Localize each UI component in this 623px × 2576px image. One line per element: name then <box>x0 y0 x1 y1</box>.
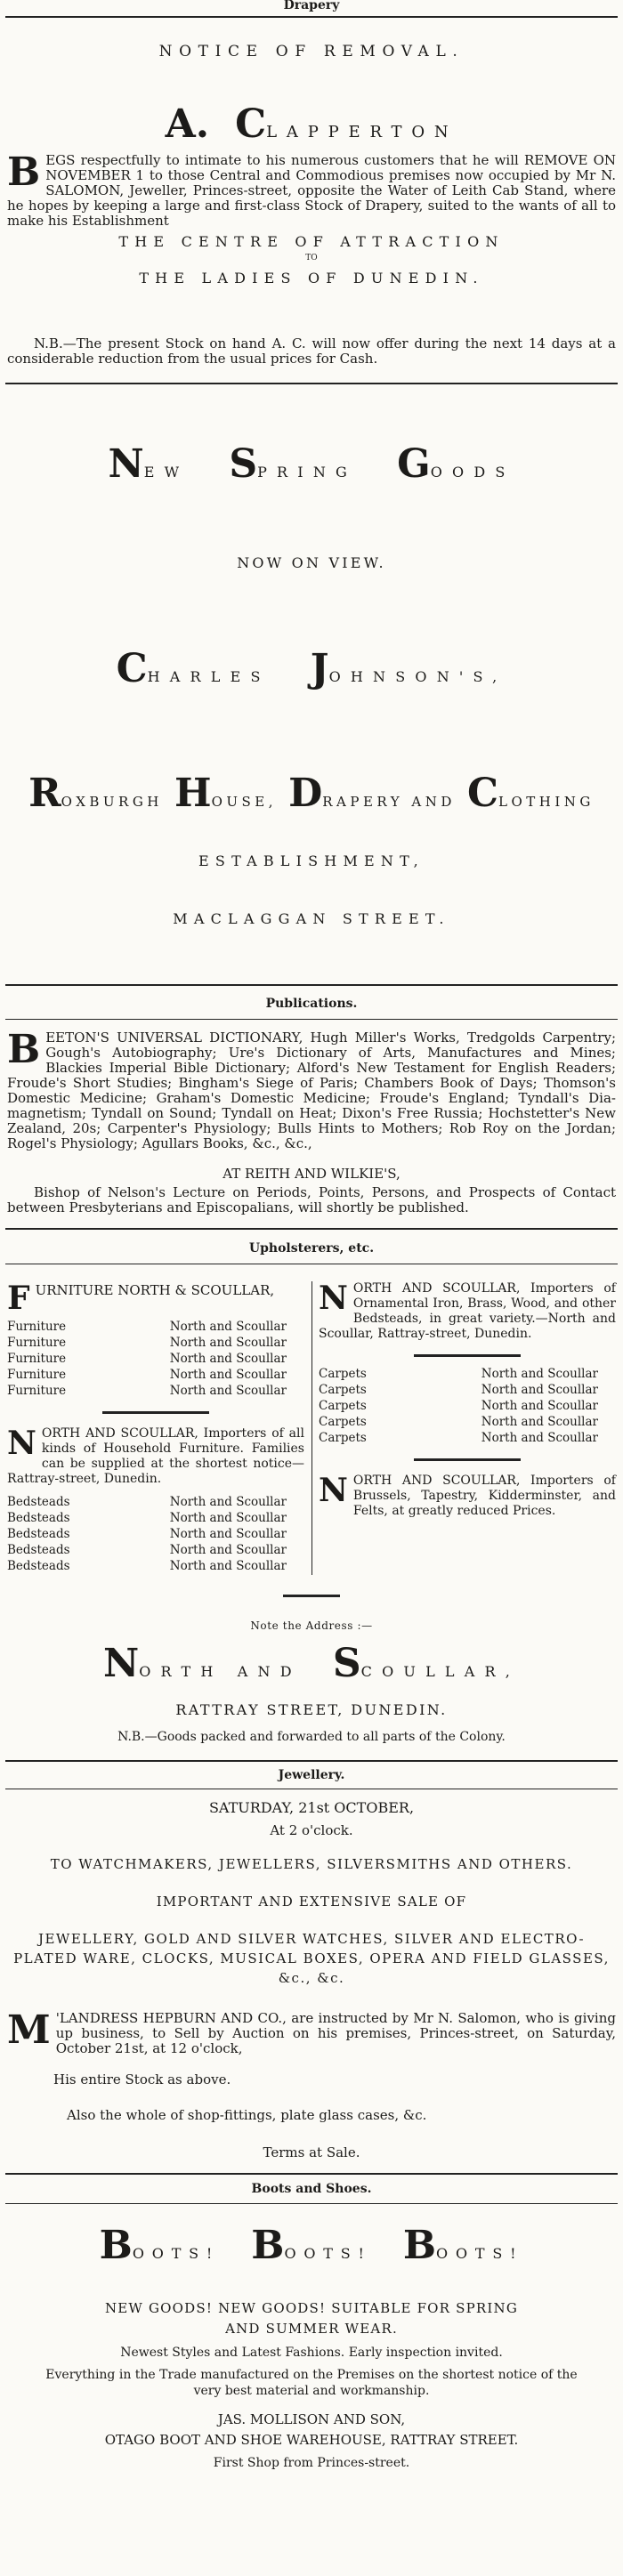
sale-date: SATURDAY, 21st OCTOBER, <box>208 1799 415 1816</box>
g-rest: OODS <box>430 464 515 480</box>
list-item <box>7 1319 304 1335</box>
list-item-seller: North and Scoullar <box>481 1399 598 1413</box>
list-item-seller: North and Scoullar <box>169 1336 287 1350</box>
n-dropcap: N <box>319 1280 348 1317</box>
s-rest: COULLAR, <box>360 1663 521 1680</box>
publications-dropcap: B <box>7 1027 41 1072</box>
s-rest: PRING <box>257 464 358 480</box>
list-item <box>319 1382 616 1398</box>
north-scoullar-address-heading <box>0 1641 623 1686</box>
list-item <box>319 1366 616 1382</box>
publications-section-title: Publications. <box>265 997 358 1011</box>
boots-word: OOTS! <box>132 2245 221 2262</box>
list-item-name: Furniture <box>7 1336 67 1350</box>
n-dropcap: N <box>7 1425 36 1462</box>
name-dropcap: C <box>235 101 267 147</box>
list-item <box>7 1351 304 1367</box>
list-item-seller: North and Scoullar <box>169 1320 287 1334</box>
summer-wear-line: AND SUMMER WEAR. <box>225 2321 398 2337</box>
short-divider <box>283 1595 340 1597</box>
list-item-name: Bedsteads <box>7 1511 70 1525</box>
short-divider <box>414 1354 521 1357</box>
sale-time: At 2 o'clock. <box>270 1822 353 1838</box>
b-dropcap: B <box>251 2223 285 2268</box>
list-item-name: Carpets <box>319 1383 367 1397</box>
list-item <box>7 1526 304 1542</box>
attraction-line: THE CENTRE OF ATTRACTION <box>118 233 505 250</box>
n-dropcap: N <box>102 1641 140 1686</box>
section-divider <box>5 383 618 384</box>
furniture-heading-text: URNITURE NORTH & SCOULLAR, <box>35 1282 275 1298</box>
b-dropcap: B <box>402 2223 437 2268</box>
now-on-view: NOW ON VIEW. <box>237 554 386 571</box>
b-dropcap: B <box>99 2223 133 2268</box>
rattray-street-address: RATTRAY STREET, DUNEDIN. <box>175 1701 448 1718</box>
furniture-list <box>7 1319 304 1399</box>
note-address: Note the Address :— <box>250 1619 373 1632</box>
household-furniture-text: ORTH AND SCOULLAR, Importers of all kinds of Household Furniture. Families can be supplied at the shortest notice—Rattray-street, Dunedin. <box>7 1426 304 1486</box>
name-rest: LAPPERTON <box>266 123 458 141</box>
h-dropcap: H <box>174 771 212 816</box>
body-text: EGS respectfully to intimate to his numerous customers that he will REMOVE ON NOVEMBER 1 to those Central and Commodious premises now occupied by Mr N. SALOMON, Jeweller, Princes-street, opposite the Water of Leith Cab Stand, where he hopes by keeping a large and first-class Stock of Drapery, suited to the wants of all to make his Establishment <box>7 152 616 229</box>
list-item-name: Bedsteads <box>7 1543 70 1557</box>
list-item-seller: North and Scoullar <box>169 1495 287 1509</box>
auction-text: 'LANDRESS HEPBURN AND CO., are instructed by Mr N. Salomon, who is giving up business, to Sell by Auction on his premises, Princes-street, on Saturday, October 21st, at 12 o'clock, <box>55 2010 616 2056</box>
carpets-import-text: ORTH AND SCOULLAR, Importers of Brussels, Tapestry, Kidderminster, and Felts, at greatly reduced Prices. <box>352 1474 616 1518</box>
list-item-name: Bedsteads <box>7 1495 70 1509</box>
list-item-name: Bedsteads <box>7 1527 70 1541</box>
list-item-name: Furniture <box>7 1352 67 1366</box>
to-line: TO <box>305 254 318 262</box>
publications-body <box>7 1027 616 1151</box>
publications-text: EETON'S UNIVERSAL DICTIONARY, Hugh Miller's Works, Tredgolds Carpentry; Gough's Autobiography; Ure's Dictionary of Arts, Manufactures and Mines; Blackies Imperial Bible Dictionary; Alford's New Testament for English Readers; Froude's Short Studies; Bingham's Siege of Paris; Chambers Book of Days; Thomson's Domestic Medicine; Graham's Domestic Medicine; Froude's England; Tyndall's Dia-magnetism; Tyndall on Sound; Tyndall on Heat; Dixon's Free Russia; Hochstetter's New Zealand, 20s; Carpenter's Physiology; Bulls Hints to Mothers; Rob Roy on the Jordan; Rogel's Physiology; Agullars Books, &c., &c., <box>7 1030 616 1151</box>
upholsterers-section-title: Upholsterers, etc. <box>248 1241 375 1256</box>
f-dropcap: F <box>7 1281 30 1313</box>
list-item <box>7 1494 304 1510</box>
list-item <box>7 1542 304 1558</box>
list-item-name: Furniture <box>7 1320 67 1334</box>
section-divider <box>5 2173 618 2175</box>
list-item-seller: North and Scoullar <box>169 1527 287 1541</box>
list-item <box>7 1335 304 1351</box>
list-item <box>319 1398 616 1414</box>
upholsterers-nb: N.B.—Goods packed and forwarded to all parts of the Colony. <box>117 1730 506 1744</box>
terms-at-sale: Terms at Sale. <box>263 2144 360 2160</box>
reith-wilkie: AT REITH AND WILKIE'S, <box>222 1166 400 1182</box>
sale-items: JEWELLERY, GOLD AND SILVER WATCHES, SILVER AND ELECTRO-PLATED WARE, CLOCKS, MUSICAL BOXES, OPERA AND FIELD GLASSES, &c., &c. <box>13 1931 610 1986</box>
c-rest: HARLES <box>147 668 271 685</box>
boots-word: OOTS! <box>436 2245 524 2262</box>
drapery-nb: N.B.—The present Stock on hand A. C. will now offer during the next 14 days at a considerable reduction from the usual prices for Cash. <box>7 335 616 367</box>
bishop-lecture: Bishop of Nelson's Lecture on Periods, Points, Persons, and Prospects of Contact between Presbyterians and Episcopalians, will shortly be published. <box>7 1184 616 1215</box>
list-item <box>7 1367 304 1383</box>
furniture-heading <box>7 1281 304 1313</box>
list-item-name: Carpets <box>319 1431 367 1445</box>
list-item-seller: North and Scoullar <box>481 1431 598 1445</box>
list-item-seller: North and Scoullar <box>481 1383 598 1397</box>
boots-section-title: Boots and Shoes. <box>251 2182 372 2196</box>
list-item-name: Furniture <box>7 1384 67 1398</box>
d-dropcap: D <box>288 771 323 816</box>
jewellery-section-title: Jewellery. <box>278 1768 345 1782</box>
sale-heading: IMPORTANT AND EXTENSIVE SALE OF <box>156 1894 467 1910</box>
s-dropcap: S <box>229 441 258 487</box>
list-item-seller: North and Scoullar <box>169 1384 287 1398</box>
shop-fittings: Also the whole of shop-fittings, plate glass cases, &c. <box>67 2107 427 2123</box>
section-divider <box>5 1019 618 1020</box>
list-item-seller: North and Scoullar <box>169 1352 287 1366</box>
trade-line: Everything in the Trade manufactured on the Premises on the shortest notice of the very best material and workmanship. <box>45 2368 578 2398</box>
boots-word: OOTS! <box>284 2245 372 2262</box>
d-rest: RAPERY AND <box>322 794 456 810</box>
list-item-name: Furniture <box>7 1368 67 1382</box>
new-goods-line: NEW GOODS! NEW GOODS! SUITABLE FOR SPRING <box>104 2300 519 2316</box>
first-shop: First Shop from Princes-street. <box>213 2456 410 2470</box>
removal-notice-body <box>7 149 616 229</box>
section-divider <box>5 1760 618 1762</box>
roxburgh-house-heading <box>0 771 623 816</box>
list-item-name: Bedsteads <box>7 1559 70 1573</box>
charles-johnsons-heading <box>0 646 623 691</box>
list-item-seller: North and Scoullar <box>169 1543 287 1557</box>
n-dropcap: N <box>319 1472 348 1509</box>
short-divider <box>102 1411 209 1414</box>
body-dropcap: B <box>7 149 41 195</box>
list-item <box>7 1383 304 1399</box>
list-item <box>319 1414 616 1430</box>
establishment: ESTABLISHMENT, <box>198 852 425 869</box>
ladies-line: THE LADIES OF DUNEDIN. <box>139 270 484 287</box>
upholsterers-right-column <box>319 1281 616 1519</box>
list-item-name: Carpets <box>319 1367 367 1381</box>
new-spring-goods-heading <box>0 441 623 487</box>
j-dropcap: J <box>310 646 329 691</box>
drapery-section-title: Drapery <box>283 0 340 12</box>
h-rest: OUSE, <box>211 794 277 810</box>
r-rest: OXBURGH <box>61 794 163 810</box>
list-item-seller: North and Scoullar <box>169 1559 287 1573</box>
list-item-seller: North and Scoullar <box>169 1511 287 1525</box>
list-item-seller: North and Scoullar <box>169 1368 287 1382</box>
boots-heading <box>0 2223 623 2268</box>
j-rest: OHNSON'S, <box>328 668 507 685</box>
name-initial: A. <box>165 101 210 147</box>
household-furniture-notice <box>7 1426 304 1487</box>
n-rest: EW <box>143 464 190 480</box>
g-dropcap: G <box>397 441 431 487</box>
list-item-name: Carpets <box>319 1399 367 1413</box>
carpets-import-notice <box>319 1474 616 1519</box>
section-divider <box>5 16 618 18</box>
list-item-seller: North and Scoullar <box>481 1415 598 1429</box>
r-dropcap: R <box>28 771 61 816</box>
section-divider <box>5 1228 618 1230</box>
notice-heading: NOTICE OF REMOVAL. <box>158 43 465 61</box>
c2-dropcap: C <box>467 771 499 816</box>
mollison-name: JAS. MOLLISON AND SON, <box>217 2411 406 2427</box>
bedstead-list <box>7 1494 304 1574</box>
m-dropcap: M <box>7 2007 51 2053</box>
s-dropcap: S <box>332 1641 361 1686</box>
sale-audience: TO WATCHMAKERS, JEWELLERS, SILVERSMITHS AND OTHERS. <box>50 1856 573 1872</box>
auction-notice <box>7 2007 616 2056</box>
styles-line: Newest Styles and Latest Fashions. Early inspection invited. <box>120 2346 503 2360</box>
bedsteads-import-text: ORTH AND SCOULLAR, Importers of Ornamental Iron, Brass, Wood, and other Bedsteads, in great variety.—North and Scoullar, Rattray-street, Dunedin. <box>319 1281 616 1341</box>
section-divider <box>5 984 618 986</box>
list-item-name: Carpets <box>319 1415 367 1429</box>
section-divider <box>5 2203 618 2204</box>
c-dropcap: C <box>116 646 148 691</box>
carpet-list <box>319 1366 616 1446</box>
list-item <box>7 1510 304 1526</box>
c2-rest: LOTHING <box>498 794 595 810</box>
upholsterers-left-column <box>7 1281 304 1574</box>
list-item-seller: North and Scoullar <box>481 1367 598 1381</box>
clapperton-name <box>7 101 616 147</box>
n-dropcap: N <box>108 441 144 487</box>
bedsteads-import-notice <box>319 1281 616 1342</box>
n-rest: ORTH AND <box>139 1663 302 1680</box>
entire-stock: His entire Stock as above. <box>53 2071 231 2087</box>
mollison-address: OTAGO BOOT AND SHOE WAREHOUSE, RATTRAY STREET. <box>104 2432 519 2448</box>
list-item <box>319 1430 616 1446</box>
maclaggan-street: MACLAGGAN STREET. <box>173 910 450 927</box>
short-divider <box>414 1458 521 1461</box>
list-item <box>7 1558 304 1574</box>
